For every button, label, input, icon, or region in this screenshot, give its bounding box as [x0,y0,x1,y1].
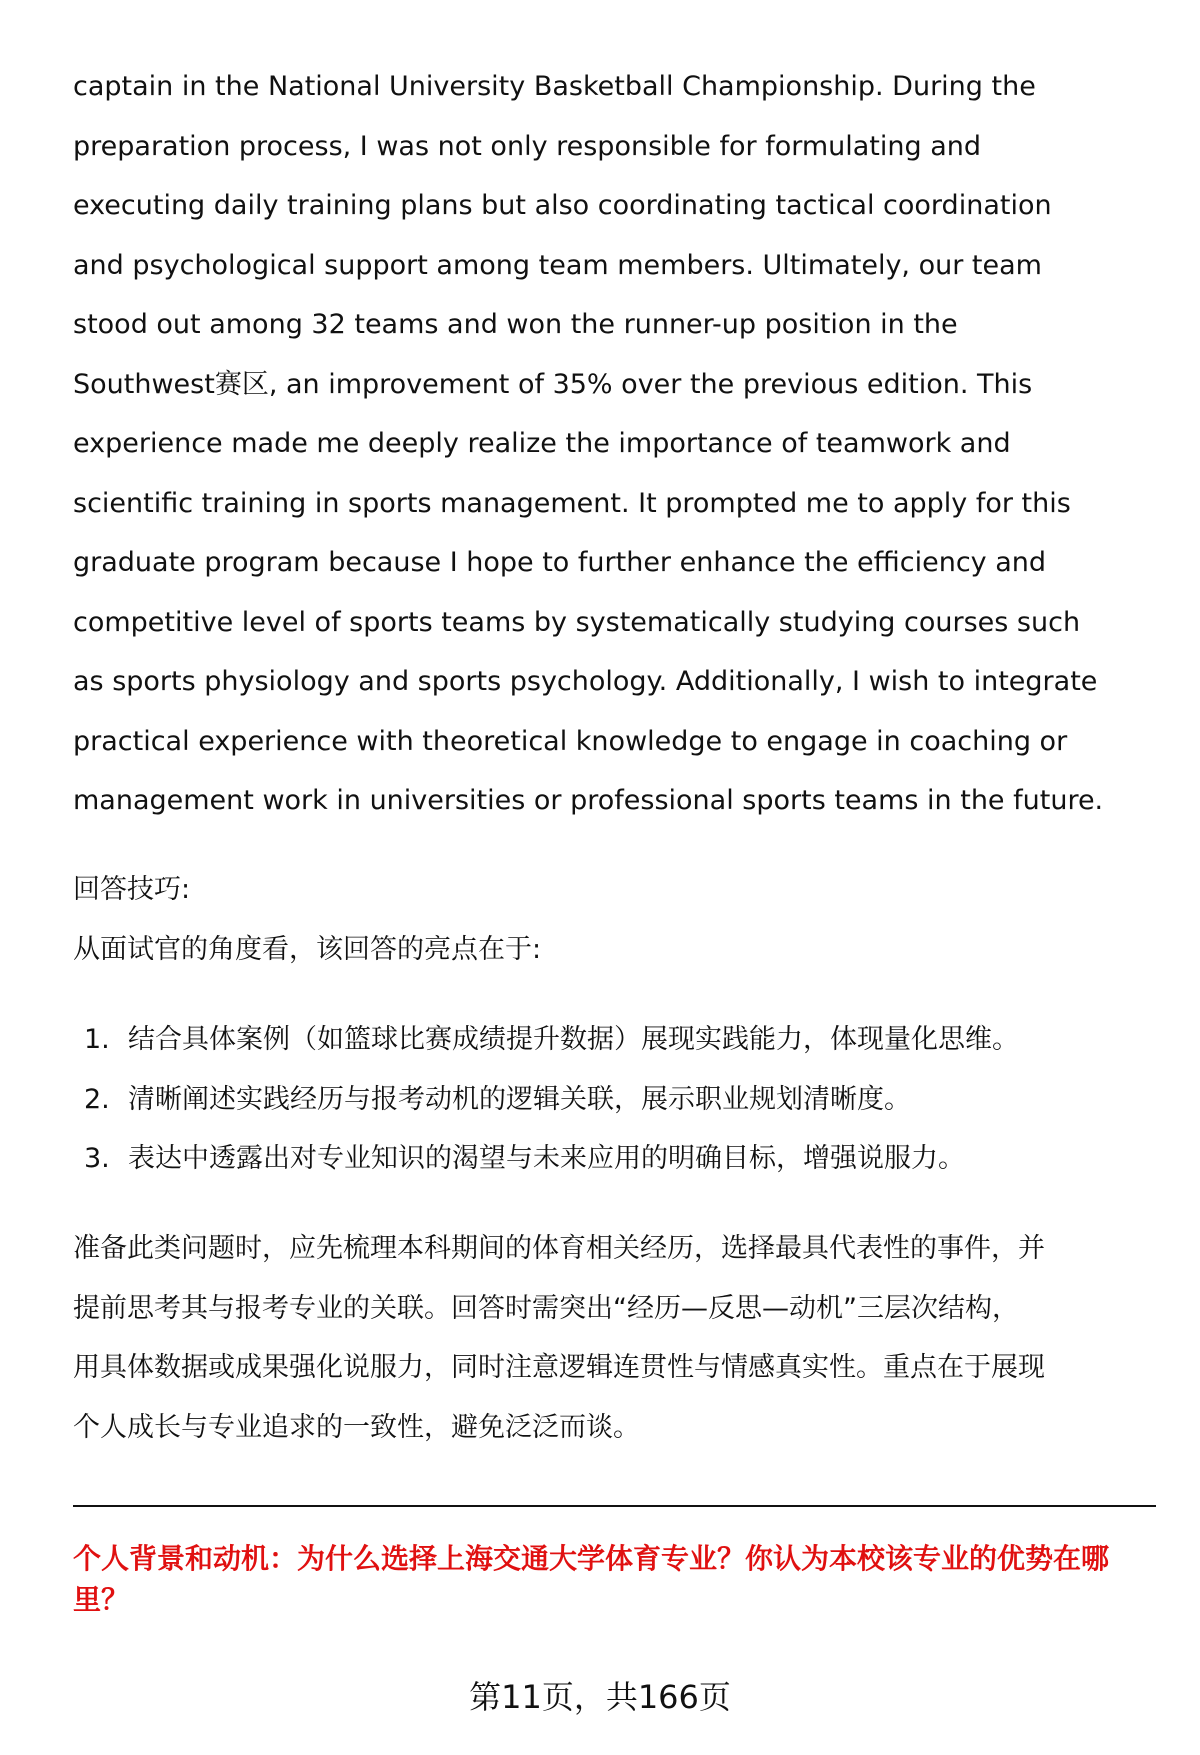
list-number: 1. [84,1024,110,1055]
list-item [84,1129,1019,1189]
highlights-list [84,1010,1019,1189]
text-line: stood out among 32 teams and won the runner-up position in the [73,309,958,340]
tips-label: 回答技巧: [73,874,191,905]
text-line: and psychological support among team members. Ultimately, our team [73,249,1042,281]
list-text: 表达中透露出对专业知识的渴望与未来应用的明确目标，增强说服力。 [128,1143,965,1174]
text-line: 用具体数据或成果强化说服力，同时注意逻辑连贯性与情感真实性。重点在于展现 [73,1352,1045,1383]
next-question-heading: 个人背景和动机：为什么选择上海交通大学体育专业？你认为本校该专业的优势在哪里？ [73,1542,1110,1616]
page-footer: 第11页，共166页 [469,1678,731,1716]
list-text: 清晰阐述实践经历与报考动机的逻辑关联，展示职业规划清晰度。 [128,1083,911,1115]
list-text: 结合具体案例（如篮球比赛成绩提升数据）展现实践能力，体现量化思维。 [128,1024,1019,1055]
text-line: experience made me deeply realize the importance of teamwork and [73,428,1011,459]
list-item [84,1070,1019,1130]
text-line: graduate program because I hope to further enhance the efficiency and [73,547,1047,578]
text-line: executing daily training plans but also coordinating tactical coordination [73,190,1052,221]
text-line: management work in universities or professional sports teams in the future. [73,785,1104,816]
text-line: 提前思考其与报考专业的关联。回答时需突出“经历—反思—动机”三层次结构， [73,1292,1019,1324]
list-item [84,1010,1019,1070]
text-line: preparation process, I was not only responsible for formulating and [73,130,982,162]
list-number: 2. [84,1083,110,1115]
text-line: 准备此类问题时，应先梳理本科期间的体育相关经历，选择最具代表性的事件，并 [73,1233,1045,1264]
advice-paragraph [73,1219,1163,1457]
text-line: Southwest赛区, an improvement of 35% over the previous edition. This [73,368,1033,400]
text-line: competitive level of sports teams by systematically studying courses such [73,606,1081,638]
list-number: 3. [84,1143,110,1174]
divider [73,1505,1156,1507]
tips-intro: 从面试官的角度看，该回答的亮点在于: [73,934,542,965]
answer-paragraph [73,57,1163,831]
text-line: scientific training in sports management. It prompted me to apply for this [73,487,1071,519]
text-line: as sports physiology and sports psychology. Additionally, I wish to integrate [73,666,1098,697]
text-line: practical experience with theoretical knowledge to engage in coaching or [73,725,1068,757]
text-line: 个人成长与专业追求的一致性，避免泛泛而谈。 [73,1411,640,1443]
text-line: captain in the National University Basketball Championship. During the [73,71,1036,102]
